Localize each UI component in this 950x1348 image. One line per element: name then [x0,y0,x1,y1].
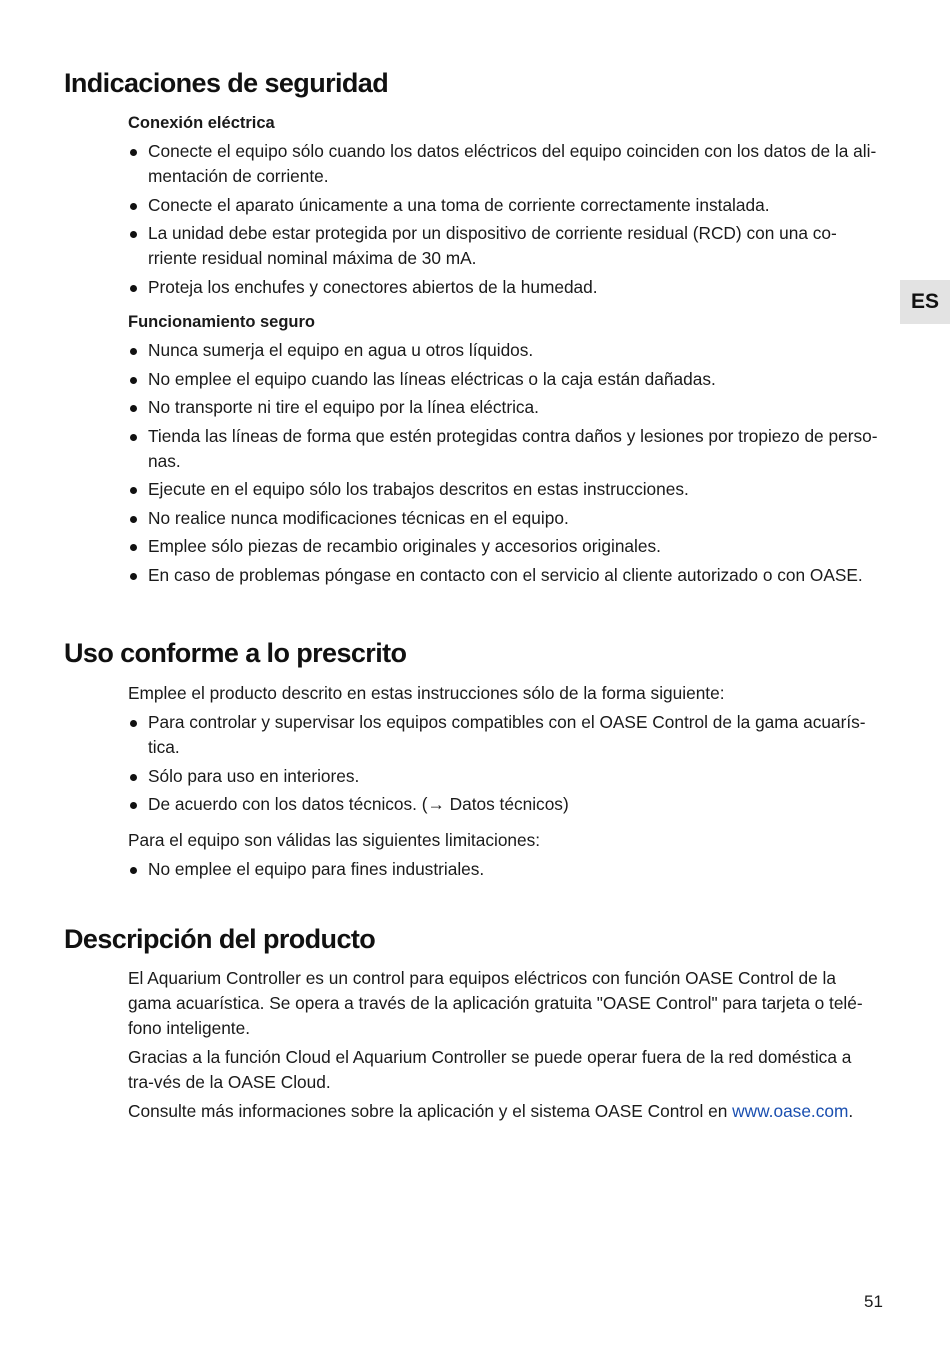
list-item: Conecte el aparato únicamente a una toma de corriente correctamente instalada. [128,193,880,218]
list-item: Sólo para uso en interiores. [128,764,880,789]
safety-section [128,111,880,591]
more-info-paragraph [128,1099,880,1124]
operation-heading: Funcionamiento seguro [128,313,316,331]
list-item: En caso de problemas póngase en contacto con el servicio al cliente autorizado o con OASE. [128,563,880,588]
intended-use-intro: Emplee el producto descrito en estas instrucciones sólo de la forma siguiente: [128,683,725,703]
list-item: La unidad debe estar protegida por un dispositivo de corriente residual (RCD) con una co-rriente residual nominal máxima de 30 mA. [128,221,880,271]
list-item: De acuerdo con los datos técnicos. (→ Datos técnicos) [128,792,880,817]
list-item: Ejecute en el equipo sólo los trabajos descritos en estas instrucciones. [128,477,880,502]
list-item: No emplee el equipo cuando las líneas eléctricas o la caja están dañadas. [128,367,880,392]
intended-use-title: Uso conforme a lo prescrito [64,638,407,668]
list-item: Tienda las líneas de forma que estén protegidas contra daños y lesiones por tropiezo de perso-nas. [128,424,880,474]
intended-use-section [128,681,880,885]
list-item: No realice nunca modificaciones técnicas en el equipo. [128,506,880,531]
list-item: No emplee el equipo para fines industriales. [128,857,880,882]
limits-list [128,857,880,882]
language-tab[interactable]: ES [900,280,950,324]
list-item: No transporte ni tire el equipo por la línea eléctrica. [128,395,880,420]
more-info-trailing: . [848,1101,854,1121]
page-number: 51 [864,1292,883,1311]
description-section [128,966,880,1128]
list-item: Para controlar y supervisar los equipos compatibles con el OASE Control de la gama acuarís-tica. [128,710,880,760]
electrical-heading: Conexión eléctrica [128,114,275,132]
description-paragraph: El Aquarium Controller es un control para equipos eléctricos con función OASE Control de la gama acuarística. Se opera a través de la aplicación gratuita "OASE Control" para tarjeta o telé-fono inteligente. [128,968,863,1038]
more-info-text: Consulte más informaciones sobre la aplicación y el sistema OASE Control en [128,1101,728,1121]
description-title: Descripción del producto [64,924,376,954]
electrical-list [128,139,880,300]
list-item: Nunca sumerja el equipo en agua u otros líquidos. [128,338,880,363]
description-paragraph: Gracias a la función Cloud el Aquarium Controller se puede operar fuera de la red doméstica a tra-vés de la OASE Cloud. [128,1047,852,1092]
list-item: Emplee sólo piezas de recambio originales y accesorios originales. [128,534,880,559]
safety-title: Indicaciones de seguridad [64,68,389,98]
oase-website-link[interactable]: www.oase.com [732,1101,849,1121]
operation-list [128,338,880,588]
list-item: Conecte el equipo sólo cuando los datos eléctricos del equipo coinciden con los datos de la ali-mentación de corriente. [128,139,880,189]
list-item: Proteja los enchufes y conectores abiertos de la humedad. [128,275,880,300]
intended-use-list [128,710,880,817]
limits-intro: Para el equipo son válidas las siguientes limitaciones: [128,829,541,850]
